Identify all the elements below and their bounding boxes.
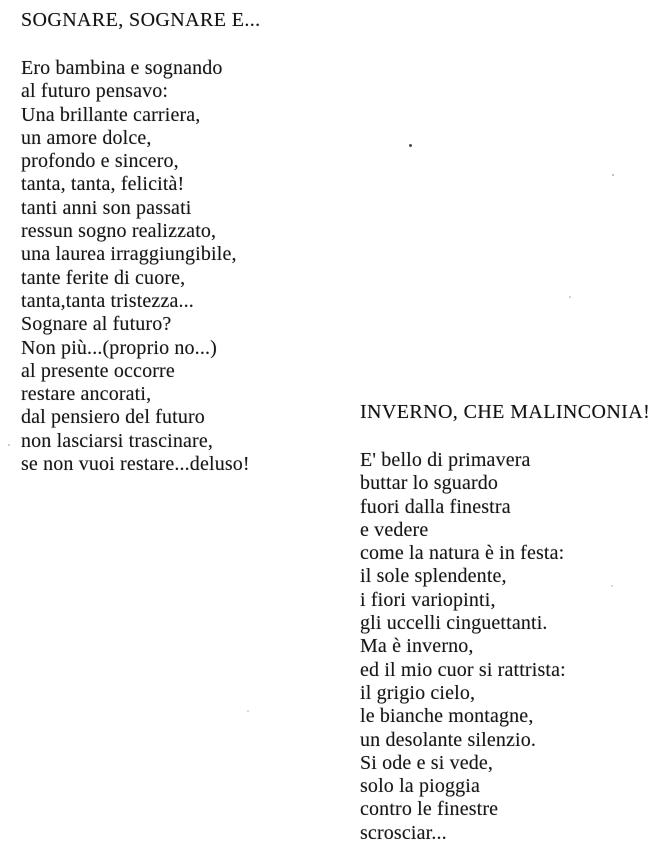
poem-line: Una brillante carriera, — [21, 103, 201, 126]
scan-speck — [569, 296, 571, 298]
poem-line: al presente occorre — [21, 359, 175, 382]
poem-line: come la natura è in festa: — [360, 542, 565, 565]
poem-line: profondo e sincero, — [21, 150, 179, 173]
poem-line: se non vuoi restare...deluso! — [21, 453, 250, 476]
poem-line: il sole splendente, — [360, 565, 507, 588]
poem-line: un amore dolce, — [21, 126, 152, 149]
poem-line: restare ancorati, — [21, 383, 152, 406]
poem-line: tante ferite di cuore, — [21, 266, 186, 289]
poem-line: contro le finestre — [360, 798, 499, 821]
poem-sognare-title: SOGNARE, SOGNARE E... — [21, 9, 261, 31]
poem-sognare — [21, 9, 341, 476]
poem-inverno — [360, 401, 650, 845]
poem-line: Ero bambina e sognando — [21, 57, 223, 79]
poem-line: solo la pioggia — [360, 775, 481, 798]
poem-line: una laurea irraggiungibile, — [21, 243, 237, 266]
poem-inverno-body — [360, 449, 645, 845]
poem-line: fuori dalla finestra — [360, 495, 511, 518]
poem-line: tanti anni son passati — [21, 196, 192, 219]
poem-line: buttar lo sguardo — [360, 472, 499, 495]
poem-line: non lasciarsi trascinare, — [21, 429, 214, 452]
scan-speck — [612, 174, 614, 176]
poem-line: un desolante silenzio. — [360, 728, 537, 751]
scan-speck — [611, 585, 613, 587]
poem-line: ed il mio cuor si rattrista: — [360, 658, 566, 681]
poem-line: Si ode e si vede, — [360, 751, 494, 774]
poem-line: dal pensiero del futuro — [21, 406, 205, 429]
poem-line: tanta, tanta, felicità! — [21, 173, 185, 196]
scan-speck — [247, 710, 249, 712]
poem-line: le bianche montagne, — [360, 705, 534, 728]
poem-line: ressun sogno realizzato, — [21, 220, 217, 243]
poem-line: scrosciar... — [360, 821, 447, 844]
poem-inverno-title: INVERNO, CHE MALINCONIA! — [360, 401, 650, 423]
scan-speck — [409, 144, 412, 147]
poem-line: i fiori variopinti, — [360, 588, 496, 611]
poem-line: al futuro pensavo: — [21, 80, 169, 103]
poem-line: tanta,tanta tristezza... — [21, 289, 194, 312]
poem-line: gli uccelli cinguettanti. — [360, 612, 548, 635]
poem-line: e vedere — [360, 518, 429, 541]
scan-speck — [46, 167, 48, 169]
poem-line: il grigio cielo, — [360, 681, 476, 704]
poem-line: Non più...(proprio no...) — [21, 336, 217, 359]
poem-line: Ma è inverno, — [360, 635, 474, 658]
poem-line: E' bello di primavera — [360, 449, 531, 471]
poem-sognare-body — [21, 57, 341, 476]
poem-line: Sognare al futuro? — [21, 313, 172, 336]
scan-speck — [8, 444, 10, 446]
